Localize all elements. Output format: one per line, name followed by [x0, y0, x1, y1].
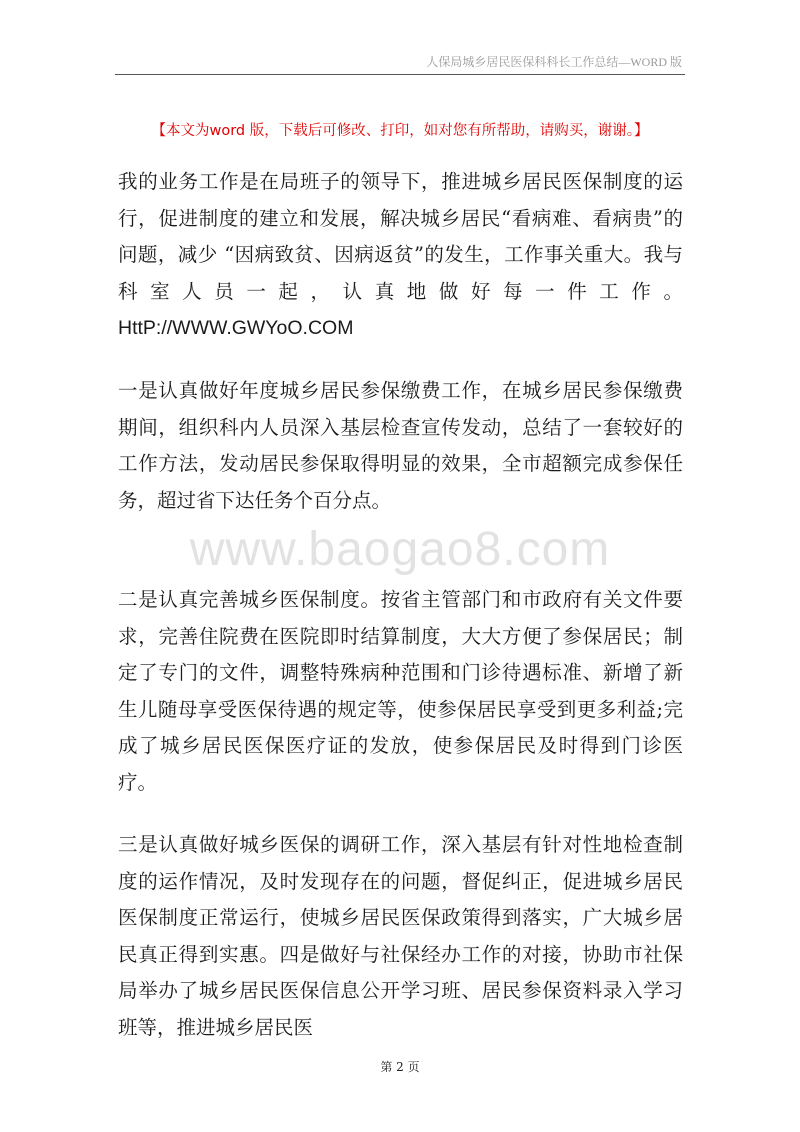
paragraph-intro	[118, 164, 683, 347]
page-number: 第 2 页	[380, 1060, 420, 1074]
paragraph-item-1: 一是认真做好年度城乡居民参保缴费工作，在城乡居民参保缴费期间，组织科内人员深入基层检查宣传发动，总结了一套较好的工作方法，发动居民参保取得明显的效果，全市超额完成参保任务，超过省下达任务个百分点。	[118, 379, 683, 512]
watermark: www.baogao8.com	[189, 523, 611, 576]
paragraph-item-3: 三是认真做好城乡医保的调研工作，深入基层有针对性地检查制度的运作情况，及时发现存在的问题，督促纠正，促进城乡居民医保制度正常运行，使城乡居民医保政策得到落实，广大城乡居民真正得到实惠。四是做好与社保经办工作的对接，协助市社保局举办了城乡居民医保信息公开学习班、居民参保资料录入学习班等，推进城乡居民医	[118, 833, 683, 1039]
paragraph-item-2: 二是认真完善城乡医保制度。按省主管部门和市政府有关文件要求，完善住院费在医院即时结算制度，大大方便了参保居民；制定了专门的文件，调整特殊病种范围和门诊待遇标准、新增了新生儿随母享受医保待遇的规定等，使参保居民享受到更多利益;完成了城乡居民医保医疗证的发放，使参保居民及时得到门诊医疗。	[118, 588, 683, 794]
header-title: 人保局城乡居民医保科科长工作总结—WORD 版	[426, 55, 682, 69]
page-header	[115, 52, 685, 75]
paragraph-intro-text: 我的业务工作是在局班子的领导下，推进城乡居民医保制度的运行，促进制度的建立和发展，解决城乡居民“看病难、看病贵”的问题，减少 “因病致贫、因病返贫”的发生，工作事关重大。我与科室人员一起，认真地做好每一件工作。	[118, 170, 683, 303]
website-url: HttP://WWW.GWYoO.COM	[118, 317, 354, 339]
download-notice: 【本文为word 版，下载后可修改、打印，如对您有所帮助，请购买，谢谢。】	[151, 123, 649, 139]
